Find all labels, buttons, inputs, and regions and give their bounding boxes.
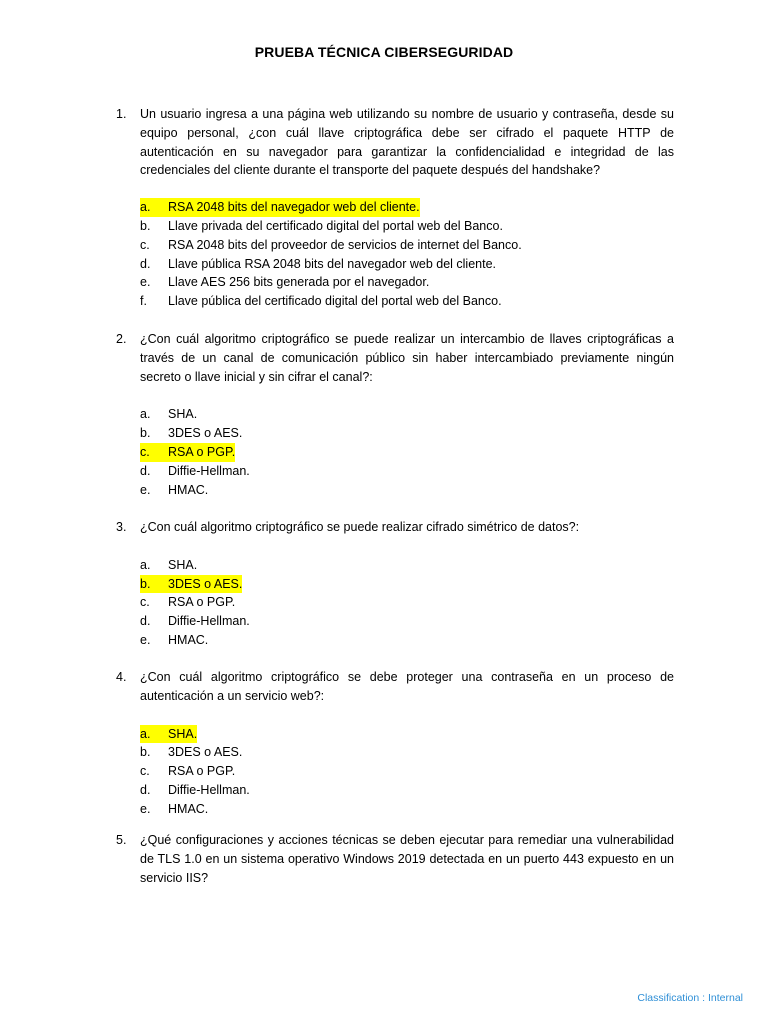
question-text: ¿Qué configuraciones y acciones técnicas se deben ejecutar para remediar una vulnerabilidad de TLS 1.0 en un sistema operativo Windows 2019 detectada en un puerto 443 expuesto en un servicio IIS? (140, 833, 674, 885)
option-letter: a. (140, 407, 151, 422)
question-header (116, 330, 674, 386)
option-letter: b. (140, 218, 151, 233)
option-a (140, 556, 674, 575)
option-text: Diffie-Hellman. (168, 614, 250, 629)
option-letter: e. (140, 632, 151, 647)
option-letter: e. (140, 482, 151, 497)
option-text: SHA. (168, 407, 198, 422)
option-text: 3DES o AES. (168, 745, 243, 760)
option-text: HMAC. (168, 632, 209, 647)
option-text: 3DES o AES. (168, 575, 242, 594)
option-letter: b. (140, 745, 151, 760)
option-d (140, 781, 674, 800)
option-letter: d. (140, 463, 151, 478)
option-letter: a. (140, 198, 168, 217)
question-text: Un usuario ingresa a una página web utilizando su nombre de usuario y contraseña, desde su equipo personal, ¿con cuál llave criptográfica debe ser cifrado el paquete HTTP de autenticación en su navegador para garantizar la confidencialidad e integridad de las credenciales del cliente durante el transporte del paquete después del handshake? (140, 107, 674, 178)
option-c (140, 236, 674, 255)
options-list (140, 556, 674, 650)
option-letter: c. (140, 595, 150, 610)
option-letter: d. (140, 256, 151, 271)
option-letter: e. (140, 275, 151, 290)
option-letter: c. (140, 764, 150, 779)
option-letter: c. (140, 443, 168, 462)
option-text: Llave AES 256 bits generada por el navegador. (168, 275, 430, 290)
question-number: 5. (116, 833, 127, 847)
option-text: RSA 2048 bits del proveedor de servicios de internet del Banco. (168, 237, 522, 252)
option-letter: e. (140, 801, 151, 816)
option-letter: b. (140, 575, 168, 594)
option-b (140, 424, 674, 443)
question-number: 2. (116, 332, 127, 346)
question-header (116, 831, 674, 887)
option-e (140, 631, 674, 650)
option-text: SHA. (168, 725, 197, 744)
question-1 (116, 105, 674, 311)
option-letter: c. (140, 237, 150, 252)
option-a (140, 405, 674, 424)
option-text: RSA 2048 bits del navegador web del cliente. (168, 198, 420, 217)
option-letter: d. (140, 614, 151, 629)
question-number: 1. (116, 107, 127, 121)
option-a (140, 198, 674, 217)
options-list (140, 405, 674, 499)
question-text: ¿Con cuál algoritmo criptográfico se puede realizar cifrado simétrico de datos?: (140, 520, 580, 534)
option-a (140, 725, 674, 744)
question-header (116, 668, 674, 706)
option-c (140, 762, 674, 781)
option-text: RSA o PGP. (168, 764, 236, 779)
option-d (140, 612, 674, 631)
question-5 (116, 831, 674, 887)
option-text: HMAC. (168, 801, 209, 816)
option-e (140, 273, 674, 292)
option-text: RSA o PGP. (168, 443, 235, 462)
question-number: 4. (116, 670, 127, 684)
question-text: ¿Con cuál algoritmo criptográfico se debe proteger una contraseña en un proceso de autenticación a un servicio web?: (140, 670, 674, 703)
option-letter: a. (140, 725, 168, 744)
question-text: ¿Con cuál algoritmo criptográfico se puede realizar un intercambio de llaves criptográficas a través de un canal de comunicación público sin haber intercambiado previamente ningún secreto o llave inicial y sin cifrar el canal?: (140, 332, 674, 384)
question-2 (116, 330, 674, 499)
option-text: Llave pública RSA 2048 bits del navegador web del cliente. (168, 256, 496, 271)
classification-label: Classification : Internal (637, 992, 743, 1004)
option-b (140, 575, 674, 594)
option-b (140, 743, 674, 762)
option-letter: a. (140, 557, 151, 572)
option-b (140, 217, 674, 236)
option-text: Llave privada del certificado digital del portal web del Banco. (168, 218, 503, 233)
document-title: PRUEBA TÉCNICA CIBERSEGURIDAD (254, 44, 514, 60)
option-text: SHA. (168, 557, 198, 572)
option-letter: d. (140, 782, 151, 797)
option-text: RSA o PGP. (168, 595, 236, 610)
option-letter: f. (140, 294, 147, 309)
option-c (140, 443, 674, 462)
option-letter: b. (140, 426, 151, 441)
option-text: Diffie-Hellman. (168, 463, 250, 478)
option-f (140, 292, 674, 311)
option-text: HMAC. (168, 482, 209, 497)
question-4 (116, 668, 674, 819)
option-c (140, 593, 674, 612)
option-d (140, 255, 674, 274)
options-list (140, 198, 674, 311)
question-3 (116, 518, 674, 650)
options-list (140, 725, 674, 819)
option-text: Diffie-Hellman. (168, 782, 250, 797)
option-e (140, 481, 674, 500)
option-e (140, 800, 674, 819)
option-text: Llave pública del certificado digital del portal web del Banco. (168, 294, 502, 309)
option-d (140, 462, 674, 481)
question-header (116, 105, 674, 180)
option-text: 3DES o AES. (168, 426, 243, 441)
question-header (116, 518, 674, 537)
question-number: 3. (116, 520, 127, 534)
